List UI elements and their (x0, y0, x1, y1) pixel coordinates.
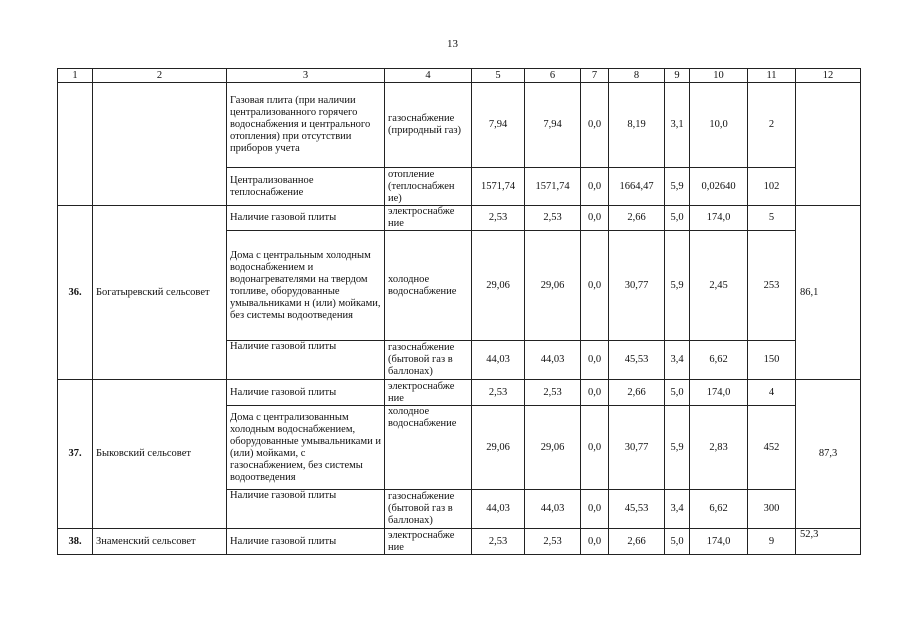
value-cell: 30,77 (609, 406, 665, 490)
value-cell: 2,53 (525, 206, 581, 231)
value-cell: 44,03 (472, 341, 525, 380)
value-cell: 1571,74 (472, 168, 525, 206)
column-header: 4 (385, 69, 472, 83)
tariff-table (57, 68, 861, 555)
housing-type-cell: Дома с центральным холодным водоснабжением и водонагревателями на твердом топливе, оборудованные умывальниками н (или) мойками, без системы водоотведения (227, 231, 385, 341)
housing-type-cell: Наличие газовой плиты (227, 529, 385, 555)
value-cell: 174,0 (690, 529, 748, 555)
settlement-name-cell: Богатыревский сельсовет (93, 206, 227, 380)
housing-type-cell: Дома с централизованным холодным водоснабжением, оборудованные умывальниками и (или) мойками, с газоснабжением, без системы водоотведения (227, 406, 385, 490)
column-header: 3 (227, 69, 385, 83)
value-cell: 5 (748, 206, 796, 231)
value-cell: 5,0 (665, 206, 690, 231)
value-cell: 45,53 (609, 341, 665, 380)
value-cell: 1664,47 (609, 168, 665, 206)
value-cell: 5,0 (665, 380, 690, 406)
value-cell: 2,45 (690, 231, 748, 341)
table-row (58, 206, 861, 231)
row-number-cell: 38. (58, 529, 93, 555)
settlement-name-cell (93, 83, 227, 206)
service-cell: холодное водоснабжение (385, 406, 472, 490)
value-cell: 0,0 (581, 168, 609, 206)
service-cell: отопление (теплоснабжен ие) (385, 168, 472, 206)
settlement-name-cell: Быковский сельсовет (93, 380, 227, 529)
service-cell: электроснабже ние (385, 380, 472, 406)
value-cell: 6,62 (690, 490, 748, 529)
value-cell: 3,1 (665, 83, 690, 168)
value-cell: 300 (748, 490, 796, 529)
value-cell: 150 (748, 341, 796, 380)
table-row (58, 380, 861, 406)
value-cell: 2,53 (525, 529, 581, 555)
value-cell: 452 (748, 406, 796, 490)
value-cell: 174,0 (690, 206, 748, 231)
value-cell: 2,66 (609, 529, 665, 555)
column-header: 10 (690, 69, 748, 83)
value-cell: 102 (748, 168, 796, 206)
value-cell: 0,0 (581, 406, 609, 490)
service-cell: холодное водоснабжение (385, 231, 472, 341)
value-cell: 2,83 (690, 406, 748, 490)
value-cell: 29,06 (472, 231, 525, 341)
value-cell: 2,53 (472, 206, 525, 231)
settlement-name-cell: Знаменский сельсовет (93, 529, 227, 555)
row-number-cell (58, 83, 93, 206)
housing-type-cell: Наличие газовой плиты (227, 206, 385, 231)
housing-type-cell: Наличие газовой плиты (227, 380, 385, 406)
column-header: 2 (93, 69, 227, 83)
column-header: 12 (796, 69, 861, 83)
column-header: 9 (665, 69, 690, 83)
value-cell: 8,19 (609, 83, 665, 168)
value-cell: 2 (748, 83, 796, 168)
value-cell: 9 (748, 529, 796, 555)
value-cell: 30,77 (609, 231, 665, 341)
value-cell: 7,94 (472, 83, 525, 168)
value-cell: 10,0 (690, 83, 748, 168)
value-cell: 45,53 (609, 490, 665, 529)
total-cell (796, 83, 861, 206)
value-cell: 0,0 (581, 529, 609, 555)
value-cell: 0,0 (581, 490, 609, 529)
housing-type-cell: Наличие газовой плиты (227, 490, 385, 529)
value-cell: 44,03 (525, 490, 581, 529)
column-header-row (58, 69, 861, 83)
table-row (58, 83, 861, 168)
housing-type-cell: Газовая плита (при наличии централизованного горячего водоснабжения и центрального отопления) при отсутствии приборов учета (227, 83, 385, 168)
value-cell: 2,53 (472, 380, 525, 406)
value-cell: 0,0 (581, 83, 609, 168)
value-cell: 3,4 (665, 341, 690, 380)
page-number: 13 (447, 38, 458, 50)
value-cell: 0,0 (581, 341, 609, 380)
value-cell: 5,0 (665, 529, 690, 555)
housing-type-cell: Централизованное теплоснабжение (227, 168, 385, 206)
value-cell: 5,9 (665, 168, 690, 206)
table-row (58, 529, 861, 555)
service-cell: электроснабже ние (385, 529, 472, 555)
value-cell: 253 (748, 231, 796, 341)
total-cell: 87,3 (796, 380, 861, 529)
value-cell: 7,94 (525, 83, 581, 168)
value-cell: 29,06 (525, 406, 581, 490)
column-header: 1 (58, 69, 93, 83)
value-cell: 2,53 (525, 380, 581, 406)
service-cell: газоснабжение (бытовой газ в баллонах) (385, 341, 472, 380)
value-cell: 0,0 (581, 231, 609, 341)
value-cell: 44,03 (472, 490, 525, 529)
value-cell: 2,66 (609, 206, 665, 231)
total-cell: 52,3 (796, 529, 861, 555)
value-cell: 2,53 (472, 529, 525, 555)
column-header: 7 (581, 69, 609, 83)
value-cell: 5,9 (665, 406, 690, 490)
value-cell: 0,0 (581, 206, 609, 231)
value-cell: 174,0 (690, 380, 748, 406)
value-cell: 29,06 (525, 231, 581, 341)
column-header: 6 (525, 69, 581, 83)
value-cell: 44,03 (525, 341, 581, 380)
value-cell: 29,06 (472, 406, 525, 490)
value-cell: 0,02640 (690, 168, 748, 206)
row-number-cell: 36. (58, 206, 93, 380)
column-header: 11 (748, 69, 796, 83)
service-cell: газоснабжение (природный газ) (385, 83, 472, 168)
service-cell: электроснабже ние (385, 206, 472, 231)
value-cell: 5,9 (665, 231, 690, 341)
value-cell: 4 (748, 380, 796, 406)
value-cell: 0,0 (581, 380, 609, 406)
value-cell: 1571,74 (525, 168, 581, 206)
total-cell: 86,1 (796, 206, 861, 380)
housing-type-cell: Наличие газовой плиты (227, 341, 385, 380)
value-cell: 2,66 (609, 380, 665, 406)
column-header: 5 (472, 69, 525, 83)
value-cell: 3,4 (665, 490, 690, 529)
column-header: 8 (609, 69, 665, 83)
service-cell: газоснабжение (бытовой газ в баллонах) (385, 490, 472, 529)
value-cell: 6,62 (690, 341, 748, 380)
row-number-cell: 37. (58, 380, 93, 529)
